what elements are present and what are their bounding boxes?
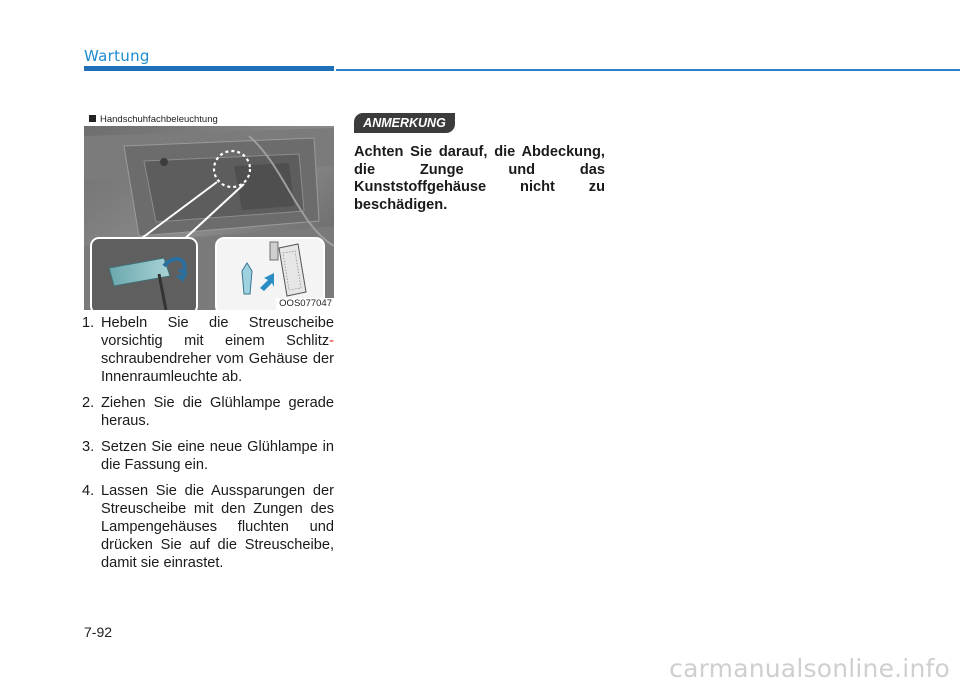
step-text: Hebeln Sie die Streuscheibe vorsichtig mit einem Schlitz bbox=[101, 315, 334, 349]
glovebox-illustration bbox=[84, 126, 334, 310]
header-rule-thick bbox=[84, 66, 334, 71]
figure-code: OOS077047 bbox=[276, 298, 334, 310]
note-text: Achten Sie darauf, die Abdeckung, die Zunge und das Kunststoffgehäuse nicht zu beschädigen. bbox=[354, 144, 605, 213]
page-number: 7-92 bbox=[84, 624, 113, 640]
list-item bbox=[82, 394, 334, 430]
step-text: Ziehen Sie die Glühlampe gerade heraus. bbox=[101, 395, 334, 429]
step-number: 3. bbox=[82, 439, 95, 455]
note-badge: ANMERKUNG bbox=[354, 113, 455, 133]
list-item bbox=[82, 314, 334, 386]
figure-glovebox-lamp bbox=[84, 113, 334, 310]
step-hyphen: - bbox=[329, 333, 334, 349]
section-title: Wartung bbox=[84, 47, 150, 65]
bullet-square-icon bbox=[89, 115, 96, 122]
step-number: 1. bbox=[82, 315, 95, 331]
figure-caption-text: Handschuhfachbeleuchtung bbox=[100, 114, 218, 125]
step-text-continued: schraubendreher vom Gehäuse der Innenraumleuchte ab. bbox=[101, 351, 334, 385]
list-item bbox=[82, 482, 334, 572]
instruction-list bbox=[82, 314, 334, 580]
step-text: Lassen Sie die Aussparungen der Streuscheibe mit den Zungen des Lampengehäuses fluchten und drücken Sie auf die Streuscheibe, damit sie einrastet. bbox=[101, 483, 334, 571]
watermark: carmanualsonline.info bbox=[669, 654, 950, 683]
list-item bbox=[82, 438, 334, 474]
step-text: Setzen Sie eine neue Glühlampe in die Fassung ein. bbox=[101, 439, 334, 473]
step-number: 2. bbox=[82, 395, 95, 411]
header-rule-thin bbox=[336, 69, 960, 71]
step-number: 4. bbox=[82, 483, 95, 499]
figure-caption bbox=[84, 113, 334, 126]
